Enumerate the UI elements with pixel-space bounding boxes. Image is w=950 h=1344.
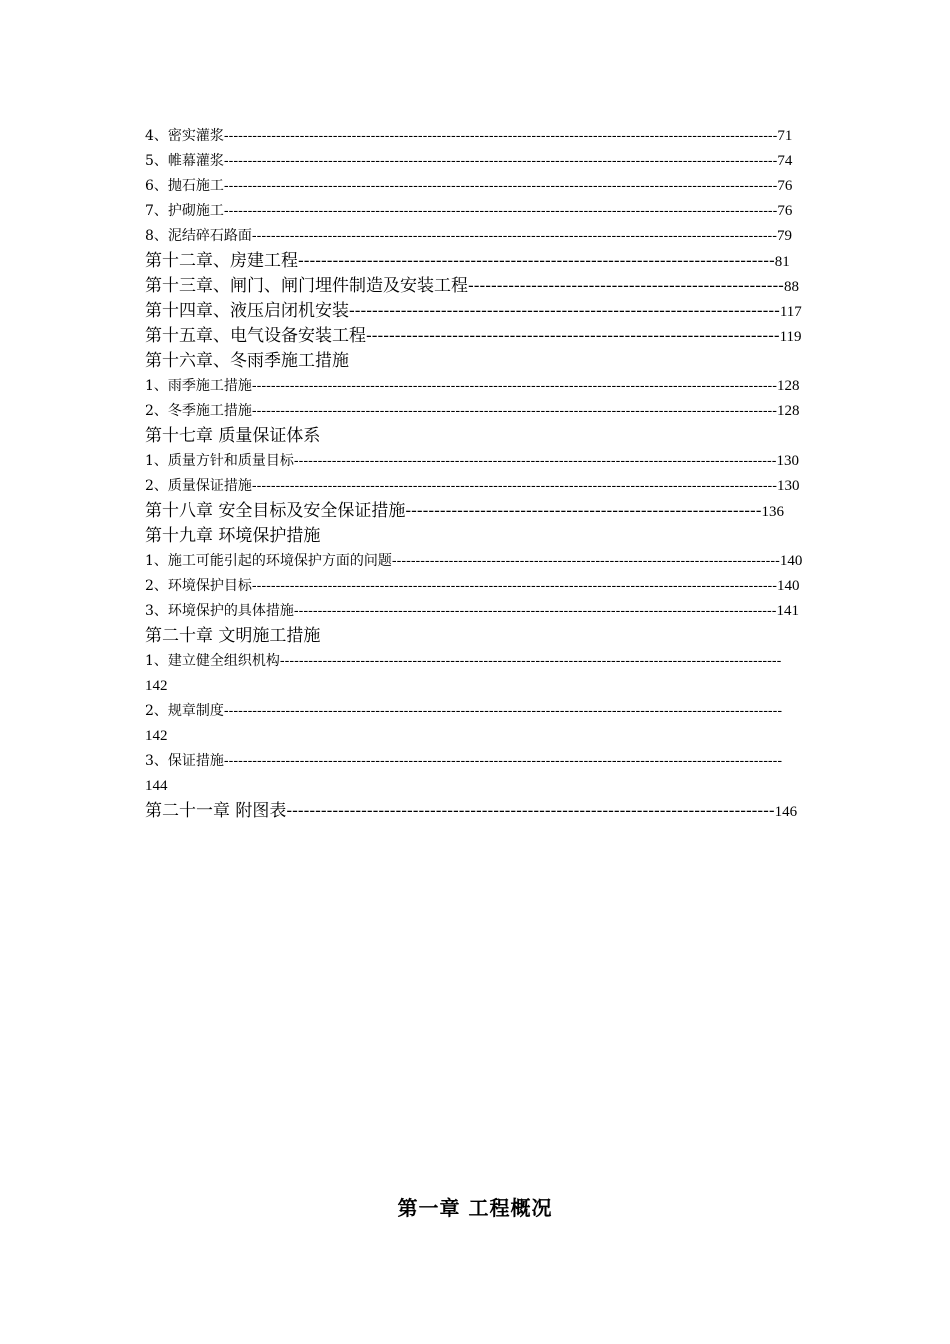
- toc-page-number: 144: [145, 778, 168, 794]
- toc-entry-label: 第十九章 环境保护措施: [145, 526, 321, 546]
- toc-entry[interactable]: [145, 324, 805, 349]
- toc-leader: ------------------------------------------------------------------------------------------------------: [293, 603, 777, 619]
- toc-leader: ---------------------------------------------------------------------------------------------------------------: [251, 403, 778, 419]
- toc-entry-label: 第十七章 质量保证体系: [145, 426, 321, 446]
- toc-page-number: 81: [774, 254, 790, 270]
- table-of-contents: [145, 124, 805, 824]
- toc-page-number: 76: [777, 203, 793, 219]
- toc-leader: ---------------------------------------------------------------------------------------------------------------------: [223, 153, 778, 169]
- toc-entry[interactable]: [145, 224, 805, 249]
- toc-entry-label: 1、施工可能引起的环境保护方面的问题: [145, 553, 392, 569]
- toc-page-number: 74: [777, 153, 793, 169]
- toc-entry-label: 3、环境保护的具体措施: [145, 603, 294, 619]
- toc-entry-label: 第二十章 文明施工措施: [145, 626, 321, 646]
- toc-page-number: 130: [777, 478, 800, 494]
- toc-leader: ----------------------------------------------------------------------------------------------------------------------: [223, 753, 783, 769]
- toc-entry-label: 第十六章、冬雨季施工措施: [145, 351, 349, 371]
- toc-entry[interactable]: [145, 549, 805, 574]
- toc-entry[interactable]: [145, 449, 805, 474]
- toc-entry[interactable]: [145, 199, 805, 224]
- toc-leader: --------------------------------------------------------------: [405, 501, 762, 521]
- toc-leader: -------------------------------------------------------------------------------------: [286, 801, 775, 821]
- toc-leader: ------------------------------------------------------------------------: [366, 326, 780, 346]
- toc-leader: ----------------------------------------------------------------------------------------------------------------------: [223, 703, 783, 719]
- toc-leader: ---------------------------------------------------------------------------------------------------------------------: [223, 128, 778, 144]
- toc-entry-label: 1、建立健全组织机构: [145, 653, 280, 669]
- toc-entry-label: 第十四章、液压启闭机安装: [145, 301, 349, 321]
- toc-entry[interactable]: [145, 524, 805, 549]
- toc-page-number: 128: [777, 403, 800, 419]
- toc-entry[interactable]: [145, 124, 805, 149]
- toc-page-number: 117: [779, 304, 802, 320]
- toc-entry[interactable]: [145, 424, 805, 449]
- toc-page-number: 128: [777, 378, 800, 394]
- toc-entry-label: 8、泥结碎石路面: [145, 228, 252, 244]
- toc-entry[interactable]: [145, 374, 805, 399]
- toc-page-number: 71: [777, 128, 793, 144]
- toc-entry[interactable]: [145, 299, 805, 324]
- toc-entry[interactable]: [145, 499, 805, 524]
- toc-leader: -------------------------------------------------------: [468, 276, 784, 296]
- toc-entry[interactable]: [145, 174, 805, 199]
- toc-entry[interactable]: [145, 699, 805, 749]
- toc-entry-label: 2、规章制度: [145, 703, 224, 719]
- toc-entry[interactable]: [145, 474, 805, 499]
- toc-entry-label: 第十三章、闸门、闸门埋件制造及安装工程: [145, 276, 468, 296]
- toc-entry-label: 第二十一章 附图表: [145, 801, 287, 821]
- toc-page-number: 140: [777, 578, 800, 594]
- toc-leader: -----------------------------------------------------------------------------------: [298, 251, 775, 271]
- toc-entry-label: 7、护砌施工: [145, 203, 224, 219]
- toc-entry[interactable]: [145, 749, 805, 799]
- toc-leader: ------------------------------------------------------------------------------------------------------: [293, 453, 777, 469]
- toc-leader: ---------------------------------------------------------------------------------------------------------------: [251, 228, 778, 244]
- toc-leader: ---------------------------------------------------------------------------------------------------------------: [251, 578, 778, 594]
- toc-leader: ----------------------------------------------------------------------------------: [391, 553, 780, 569]
- toc-entry-label: 2、质量保证措施: [145, 478, 252, 494]
- toc-entry[interactable]: [145, 274, 805, 299]
- toc-entry-label: 2、环境保护目标: [145, 578, 252, 594]
- toc-leader: ---------------------------------------------------------------------------------------------------------------------: [223, 178, 778, 194]
- toc-entry[interactable]: [145, 399, 805, 424]
- toc-entry-label: 5、帷幕灌浆: [145, 153, 224, 169]
- toc-page-number: 146: [774, 804, 798, 820]
- toc-entry[interactable]: [145, 574, 805, 599]
- toc-entry[interactable]: [145, 799, 805, 824]
- toc-entry[interactable]: [145, 249, 805, 274]
- toc-entry[interactable]: [145, 649, 805, 699]
- toc-entry-label: 1、雨季施工措施: [145, 378, 252, 394]
- toc-entry-label: 第十二章、房建工程: [145, 251, 298, 271]
- toc-page-number: 136: [761, 504, 785, 520]
- toc-entry-label: 2、冬季施工措施: [145, 403, 252, 419]
- toc-entry-label: 第十五章、电气设备安装工程: [145, 326, 366, 346]
- toc-page-number: 79: [777, 228, 793, 244]
- toc-page-number: 76: [777, 178, 793, 194]
- toc-page-number: 130: [776, 453, 799, 469]
- toc-entry-label: 4、密实灌浆: [145, 128, 224, 144]
- toc-leader: ---------------------------------------------------------------------------: [349, 301, 780, 321]
- toc-entry[interactable]: [145, 149, 805, 174]
- toc-leader: ----------------------------------------------------------------------------------------------------------: [279, 653, 782, 669]
- toc-entry-label: 6、抛石施工: [145, 178, 224, 194]
- toc-page-number: 142: [145, 678, 168, 694]
- toc-entry-label: 第十八章 安全目标及安全保证措施: [145, 501, 406, 521]
- toc-leader: ---------------------------------------------------------------------------------------------------------------------: [223, 203, 778, 219]
- toc-leader: ---------------------------------------------------------------------------------------------------------------: [251, 378, 778, 394]
- toc-entry-label: 3、保证措施: [145, 753, 224, 769]
- toc-entry[interactable]: [145, 624, 805, 649]
- toc-entry-label: 1、质量方针和质量目标: [145, 453, 294, 469]
- toc-leader: ---------------------------------------------------------------------------------------------------------------: [251, 478, 778, 494]
- toc-entry[interactable]: [145, 599, 805, 624]
- toc-page-number: 140: [779, 553, 803, 569]
- chapter-title: 第一章 工程概况: [397, 1196, 553, 1220]
- toc-page-number: 142: [145, 728, 168, 744]
- toc-page-number: 119: [779, 329, 802, 345]
- toc-entry[interactable]: [145, 349, 805, 374]
- toc-page-number: 141: [776, 603, 799, 619]
- toc-page-number: 88: [783, 279, 799, 295]
